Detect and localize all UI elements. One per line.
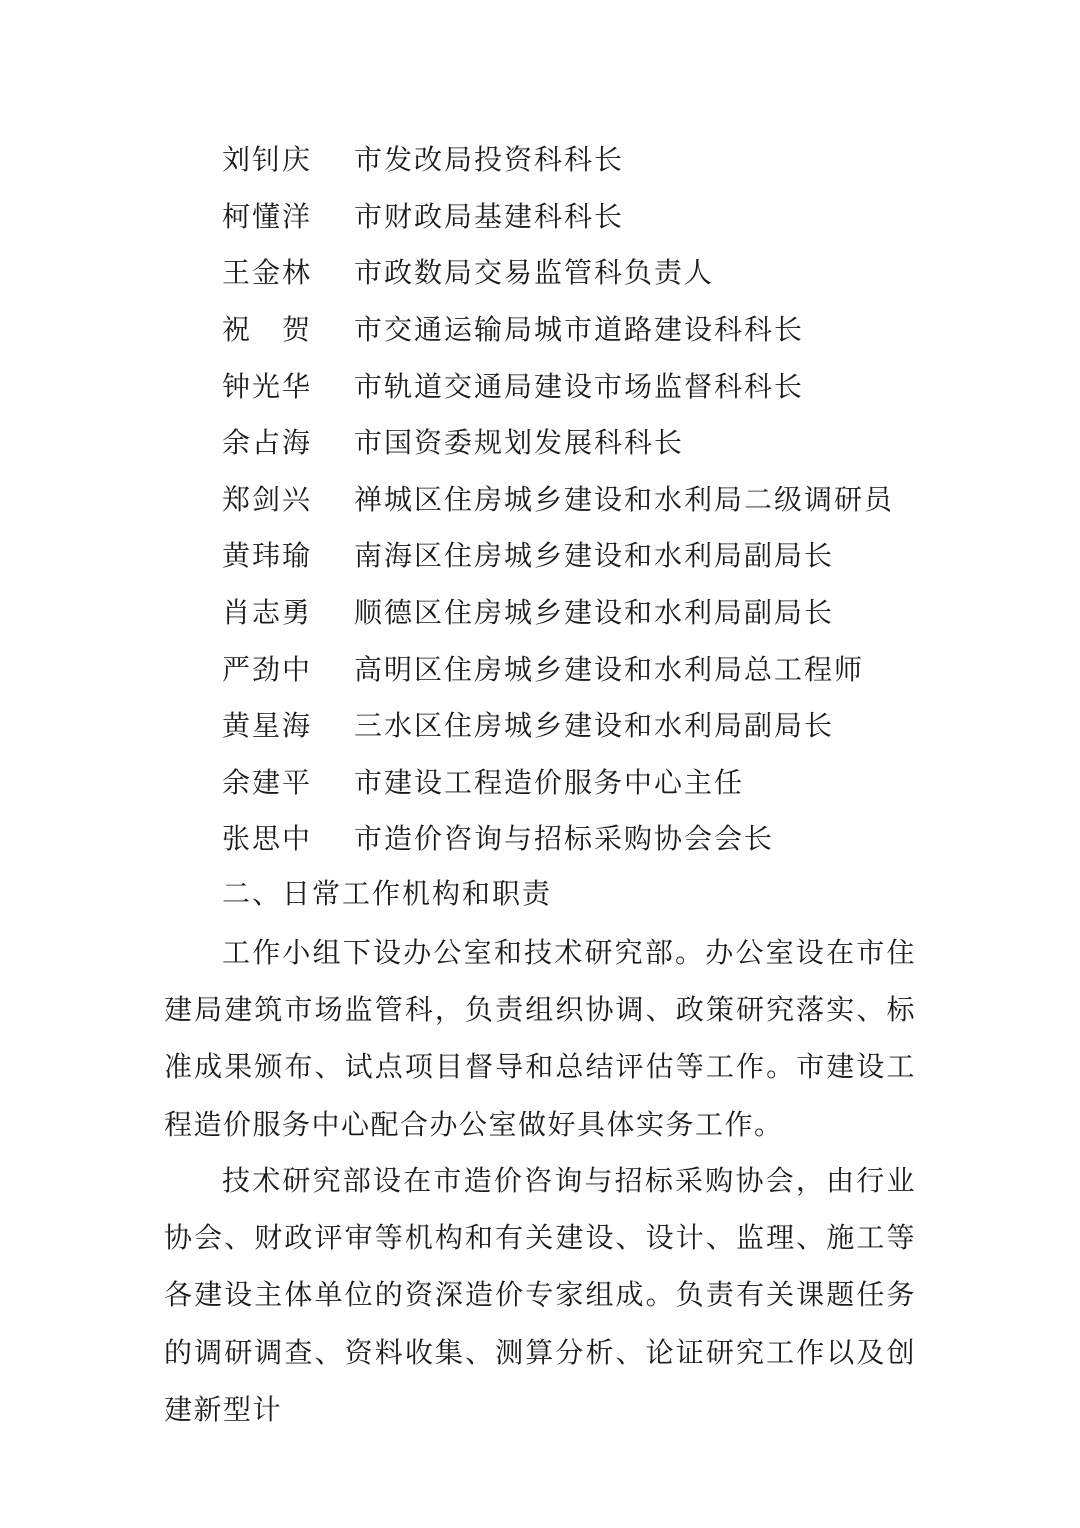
member-row bbox=[222, 526, 982, 583]
member-role: 市政数局交易监管科负责人 bbox=[354, 256, 715, 290]
member-role: 市轨道交通局建设市场监督科科长 bbox=[354, 369, 805, 403]
member-name: 余建平 bbox=[222, 765, 313, 799]
member-name: 郑剑兴 bbox=[222, 482, 313, 516]
member-role: 南海区住房城乡建设和水利局副局长 bbox=[354, 539, 835, 573]
member-row bbox=[222, 187, 982, 244]
member-role: 高明区住房城乡建设和水利局总工程师 bbox=[354, 652, 865, 686]
member-name: 钟光华 bbox=[222, 369, 313, 403]
member-role: 市交通运输局城市道路建设科科长 bbox=[354, 313, 805, 347]
member-row bbox=[222, 130, 982, 187]
member-name: 黄星海 bbox=[222, 709, 313, 743]
member-role: 市发改局投资科科长 bbox=[354, 143, 625, 177]
member-name: 张思中 bbox=[222, 822, 313, 856]
paragraph-office: 工作小组下设办公室和技术研究部。办公室设在市住建局建筑市场监管科，负责组织协调、政策研究落实、标准成果颁布、试点项目督导和总结评估等工作。市建设工程造价服务中心配合办公室做好具体实务工作。 bbox=[164, 936, 916, 1141]
member-name: 王金林 bbox=[222, 256, 313, 290]
member-row bbox=[222, 300, 982, 357]
member-row bbox=[222, 809, 982, 866]
member-row bbox=[222, 639, 982, 696]
member-role: 市建设工程造价服务中心主任 bbox=[354, 765, 745, 799]
member-role: 三水区住房城乡建设和水利局副局长 bbox=[354, 709, 835, 743]
member-name: 肖志勇 bbox=[222, 596, 313, 630]
member-row bbox=[222, 413, 982, 470]
member-role: 市造价咨询与招标采购协会会长 bbox=[354, 822, 775, 856]
paragraph-research-dept: 技术研究部设在市造价咨询与招标采购协会，由行业协会、财政评审等机构和有关建设、设计、监理、施工等各建设主体单位的资深造价专家组成。负责有关课题任务的调研调查、资料收集、测算分析、论证研究工作以及创建新型计 bbox=[164, 1164, 916, 1426]
member-name: 严劲中 bbox=[222, 652, 313, 686]
member-row bbox=[222, 356, 982, 413]
member-role: 市国资委规划发展科科长 bbox=[354, 426, 685, 460]
member-row bbox=[222, 696, 982, 753]
section-heading: 二、日常工作机构和职责 bbox=[222, 877, 553, 910]
member-role: 顺德区住房城乡建设和水利局副局长 bbox=[354, 596, 835, 630]
member-name: 刘钊庆 bbox=[222, 143, 313, 177]
member-name: 黄玮瑜 bbox=[222, 539, 313, 573]
member-role: 市财政局基建科科长 bbox=[354, 199, 625, 233]
member-name: 余占海 bbox=[222, 426, 313, 460]
member-name: 祝 贺 bbox=[222, 313, 313, 347]
member-row bbox=[222, 583, 982, 640]
member-row bbox=[222, 753, 982, 810]
member-role: 禅城区住房城乡建设和水利局二级调研员 bbox=[354, 482, 895, 516]
member-row bbox=[222, 243, 982, 300]
member-row bbox=[222, 470, 982, 527]
member-name: 柯懂洋 bbox=[222, 199, 313, 233]
member-list bbox=[222, 130, 982, 866]
